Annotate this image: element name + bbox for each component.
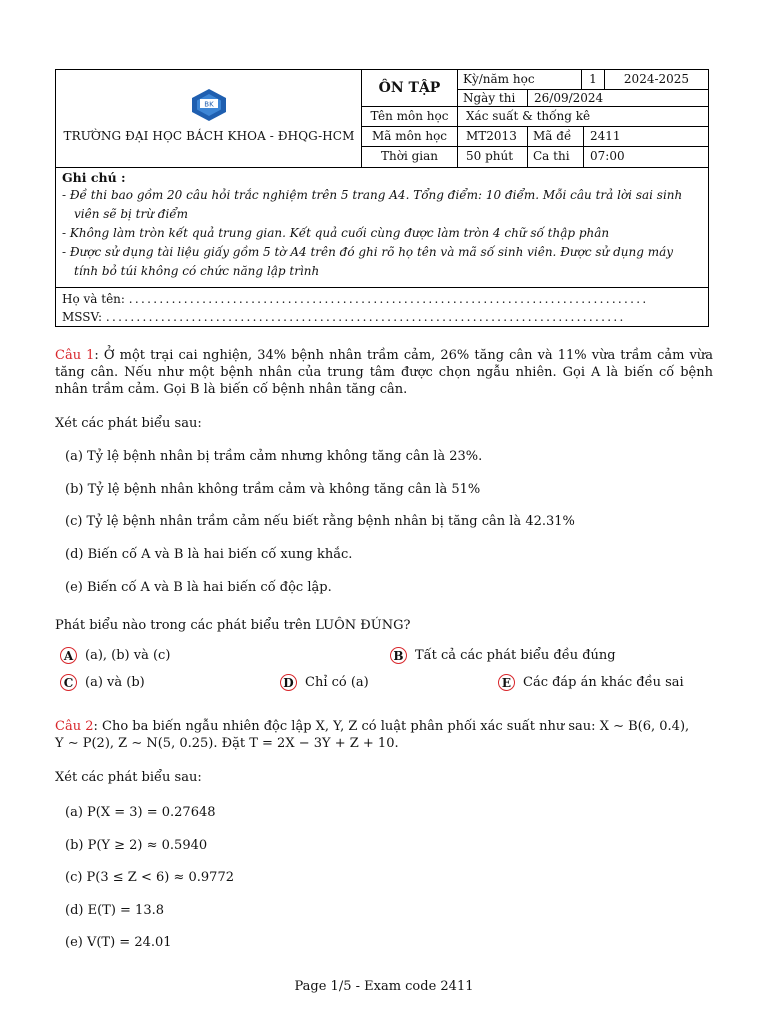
- notes-section: [56, 168, 708, 288]
- question-2-intro: Xét các phát biểu sau:: [55, 770, 202, 785]
- note-line: - Được sử dụng tài liệu giấy gồm 5 tờ A4 trên đó ghi rõ họ tên và mã số sinh viên. Được sử dụng máy: [62, 245, 674, 259]
- answer-option-c[interactable]: C (a) và (b): [60, 674, 145, 691]
- exam-code-value: 2411: [584, 127, 708, 147]
- question-1-intro: Xét các phát biểu sau:: [55, 416, 202, 431]
- year-label: Kỳ/năm học: [458, 70, 582, 90]
- notes-title: Ghi chú :: [62, 170, 126, 185]
- university-logo-icon: [192, 89, 226, 121]
- statement: (e) Biến cố A và B là hai biến cố độc lập.: [65, 580, 332, 595]
- answer-option-a[interactable]: A (a), (b) và (c): [60, 647, 170, 664]
- time-label: Thời gian: [362, 147, 458, 167]
- answer-option-b[interactable]: B Tất cả các phát biểu đều đúng: [390, 647, 616, 664]
- note-line: - Đề thi bao gồm 20 câu hỏi trắc nghiệm trên 5 trang A4. Tổng điểm: 10 điểm. Mỗi câu trả lời sai sinh: [62, 188, 683, 202]
- statement: (a) Tỷ lệ bệnh nhân bị trầm cảm nhưng không tăng cân là 23%.: [65, 449, 483, 464]
- student-name-label: Họ và tên:: [62, 292, 125, 306]
- answer-option-e[interactable]: E Các đáp án khác đều sai: [498, 674, 684, 691]
- note-line: - Không làm tròn kết quả trung gian. Kết quả cuối cùng được làm tròn 4 chữ số thập phân: [62, 226, 610, 240]
- subject-label: Tên môn học: [362, 107, 458, 127]
- svg-text:BK: BK: [204, 100, 214, 109]
- semester-value: 1: [582, 70, 605, 90]
- shift-value: 07:00: [590, 149, 625, 163]
- exam-type: ÔN TẬP: [362, 70, 458, 107]
- student-id-label: MSSV:: [62, 310, 103, 324]
- note-line: tính bỏ túi không có chức năng lập trình: [74, 264, 320, 278]
- date-value: 26/09/2024: [528, 90, 708, 107]
- student-id-row[interactable]: [62, 308, 702, 326]
- shift-label: Ca thi: [528, 147, 584, 167]
- student-id-dots: .....................................................................................: [105, 310, 626, 324]
- school-name: TRƯỜNG ĐẠI HỌC BÁCH KHOA - ĐHQG-HCM: [63, 129, 355, 143]
- statement: (b) Tỷ lệ bệnh nhân không trầm cảm và không tăng cân là 51%: [65, 482, 481, 497]
- student-name-row[interactable]: [62, 290, 702, 308]
- statement: (c) Tỷ lệ bệnh nhân trầm cảm nếu biết rằng bệnh nhân bị tăng cân là 42.31%: [65, 514, 575, 529]
- subject-value: Xác suất & thống kê: [458, 107, 708, 127]
- code-value: MT2013: [458, 127, 528, 147]
- question-2-text: Câu 2: Cho ba biến ngẫu nhiên độc lập X, Y, Z có luật phân phối xác suất như sau: X ∼ B(6, 0.4), Y ∼ P(2), Z ∼ N(5, 0.25). Đặt T = 2X − 3Y + Z + 10.: [55, 719, 690, 751]
- statement: (b) P(Y ≥ 2) ≈ 0.5940: [65, 838, 208, 853]
- year-value: 2024-2025: [605, 70, 708, 90]
- question-1-prompt: Phát biểu nào trong các phát biểu trên LUÔN ĐÚNG?: [55, 618, 411, 633]
- statement: (c) P(3 ≤ Z < 6) ≈ 0.9772: [65, 870, 234, 885]
- answer-option-d[interactable]: D Chỉ có (a): [280, 674, 369, 691]
- code-label: Mã môn học: [362, 127, 458, 147]
- question-2-label: Câu 2: [55, 719, 94, 734]
- statement: (d) Biến cố A và B là hai biến cố xung khắc.: [65, 547, 353, 562]
- student-info: [56, 288, 708, 326]
- page-footer: Page 1/5 - Exam code 2411: [294, 979, 474, 994]
- time-value: 50 phút: [458, 147, 528, 167]
- statement: (e) V(T) = 24.01: [65, 935, 172, 950]
- exam-code-label: Mã đề: [528, 127, 584, 147]
- exam-header: [55, 69, 709, 327]
- student-name-dots: .....................................................................................: [128, 292, 649, 306]
- question-1-label: Câu 1: [55, 348, 95, 363]
- statement: (a) P(X = 3) = 0.27648: [65, 805, 216, 820]
- statement: (d) E(T) = 13.8: [65, 903, 165, 918]
- note-line: viên sẽ bị trừ điểm: [74, 207, 189, 221]
- question-1-text: Câu 1: Ở một trại cai nghiện, 34% bệnh nhân trầm cảm, 26% tăng cân và 11% vừa trầm cảm vừa tăng cân. Nếu như một bệnh nhân của trung tâm được chọn ngẫu nhiên. Gọi A là biến cố bệnh nhân trầm cảm. Gọi B là biến cố bệnh nhân tăng cân.: [55, 348, 713, 397]
- school-block: [56, 70, 362, 168]
- date-label: Ngày thi: [458, 90, 528, 107]
